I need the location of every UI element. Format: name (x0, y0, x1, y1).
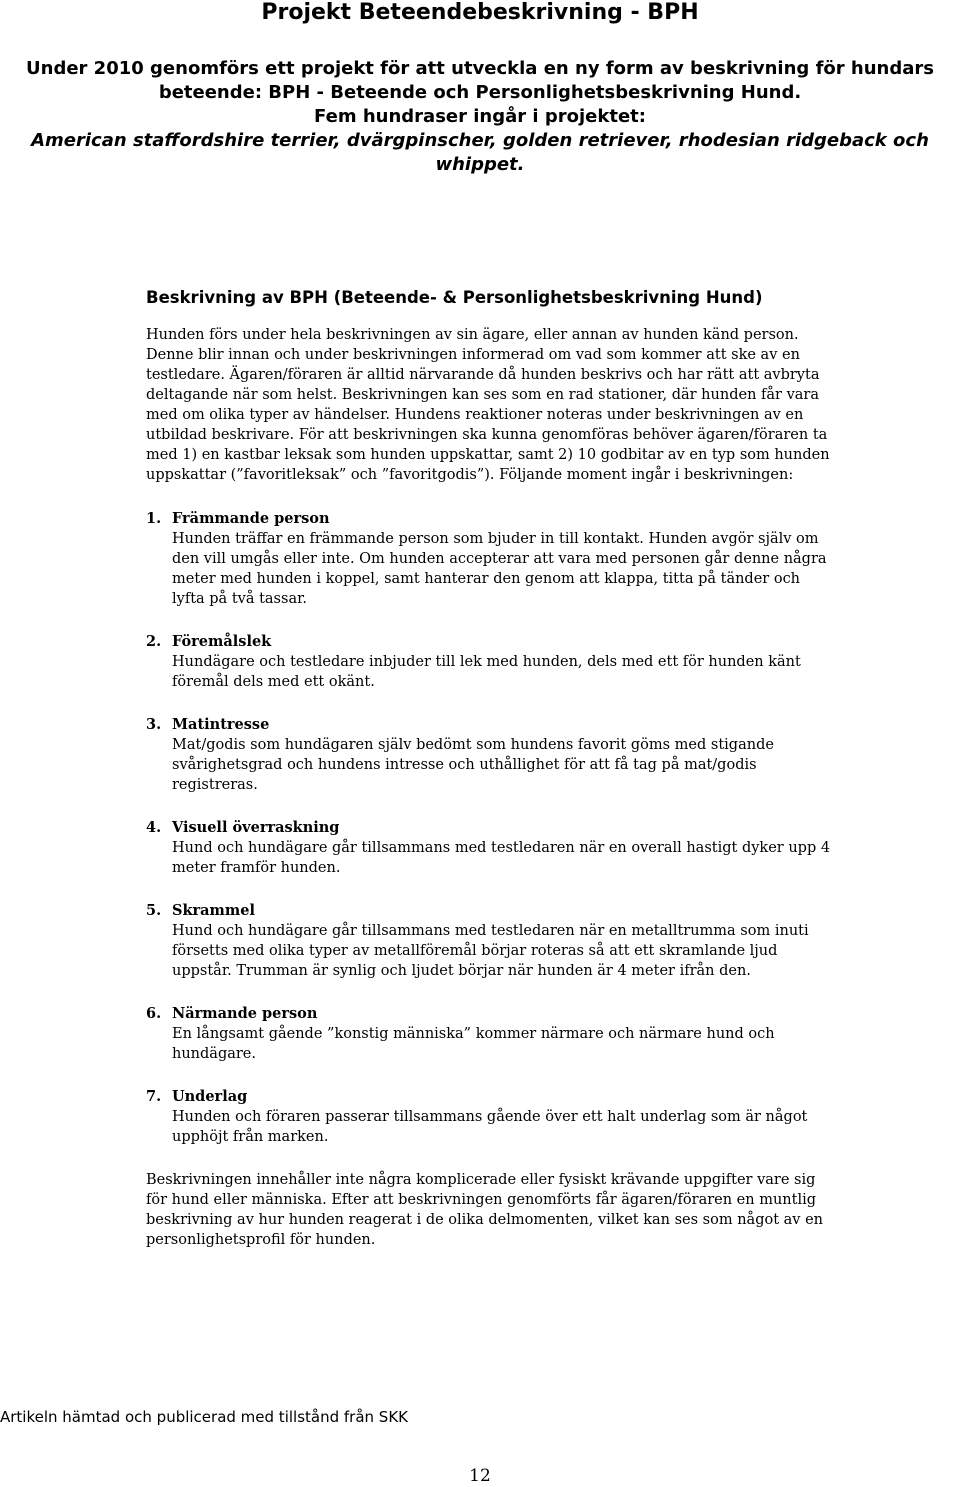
moment-item (146, 1004, 836, 1064)
moment-item (146, 1087, 836, 1147)
moment-title: Skrammel (172, 902, 255, 919)
moment-text: Hunden och föraren passerar tillsammans gående över ett halt underlag som är något upphöjt från marken. (172, 1109, 808, 1145)
scan-intro: Hunden förs under hela beskrivningen av sin ägare, eller annan av hunden känd person. Denne blir innan och under beskrivningen informerad om vad som kommer att ske av en testledare. Ägaren/föraren är alltid närvarande då hunden beskrivs och har rätt att avbryta deltagande när som helst. Beskrivningen kan ses som en rad stationer, där hunden får vara med om olika typer av händelser. Hundens reaktioner noteras under beskrivningen av en utbildad beskrivare. För att beskrivningen ska kunna genomföras behöver ägaren/föraren ta med 1) en kastbar leksak som hunden uppskattar, samt 2) 10 godbitar av en typ som hunden uppskattar (”favoritleksak” och ”favoritgodis”). Följande moment ingår i beskrivningen: (146, 327, 830, 483)
moment-text: Mat/godis som hundägaren själv bedömt som hundens favorit göms med stigande svårighetsgrad och hundens intresse och uthållighet för att få tag på mat/godis registreras. (172, 737, 774, 793)
moment-title: Föremålslek (172, 633, 272, 650)
intro-block (0, 57, 960, 177)
page-title: Projekt Beteendebeskrivning - BPH (261, 0, 699, 25)
moment-number: 4. (146, 819, 162, 836)
moment-number: 1. (146, 510, 162, 527)
moment-item (146, 715, 836, 795)
moment-text: Hunden träffar en främmande person som bjuder in till kontakt. Hunden avgör själv om den vill umgås eller inte. Om hunden accepterar att vara med personen går denne några meter med hunden i koppel, samt hanterar den genom att klappa, titta på tänder och lyfta på två tassar. (172, 531, 827, 607)
moment-number: 2. (146, 633, 162, 650)
moment-title: Underlag (172, 1088, 248, 1105)
intro-text: Under 2010 genomförs ett projekt för att utveckla en ny form av beskrivning för hundars beteende: BPH - Beteende och Personlighetsbeskrivning Hund. (26, 58, 934, 103)
moment-number: 3. (146, 716, 162, 733)
scan-outro: Beskrivningen innehåller inte några komplicerade eller fysiskt krävande uppgifter vare sig för hund eller människa. Efter att beskrivningen genomförts får ägaren/föraren en muntlig beskrivning av hur hunden reagerat i de olika delmomenten, vilket kan ses som något av en personlighetsprofil för hunden. (146, 1172, 824, 1248)
moment-text: Hund och hundägare går tillsammans med testledaren när en metalltrumma som inuti försetts med olika typer av metallföremål börjar roteras så att ett skramlande ljud uppstår. Trumman är synlig och ljudet börjar när hunden är 4 meter ifrån den. (172, 923, 809, 979)
intro-breeds-heading: Fem hundraser ingår i projektet: (314, 106, 646, 127)
moment-number: 7. (146, 1088, 162, 1105)
moment-text: Hundägare och testledare inbjuder till lek med hunden, dels med ett för hunden känt föremål dels med ett okänt. (172, 654, 801, 690)
moment-title: Visuell överraskning (172, 819, 340, 836)
moment-item (146, 509, 836, 609)
moment-title: Främmande person (172, 510, 330, 527)
moment-item (146, 632, 836, 692)
moment-text: En långsamt gående ”konstig människa” kommer närmare och närmare hund och hundägare. (172, 1026, 775, 1062)
moment-text: Hund och hundägare går tillsammans med testledaren när en overall hastigt dyker upp 4 meter framför hunden. (172, 840, 831, 876)
moment-title: Matintresse (172, 716, 270, 733)
moment-number: 5. (146, 902, 162, 919)
scanned-description (146, 285, 836, 1250)
page-number: 12 (469, 1466, 491, 1486)
moment-number: 6. (146, 1005, 162, 1022)
moment-title: Närmande person (172, 1005, 318, 1022)
scan-title: Beskrivning av BPH (Beteende- & Personlighetsbeskrivning Hund) (146, 288, 763, 307)
moment-item (146, 901, 836, 981)
credit-line: Artikeln hämtad och publicerad med tillstånd från SKK (0, 1408, 408, 1426)
breed-list: American staffordshire terrier, dvärgpinscher, golden retriever, rhodesian ridgeback och whippet. (31, 130, 929, 175)
moment-item (146, 818, 836, 878)
